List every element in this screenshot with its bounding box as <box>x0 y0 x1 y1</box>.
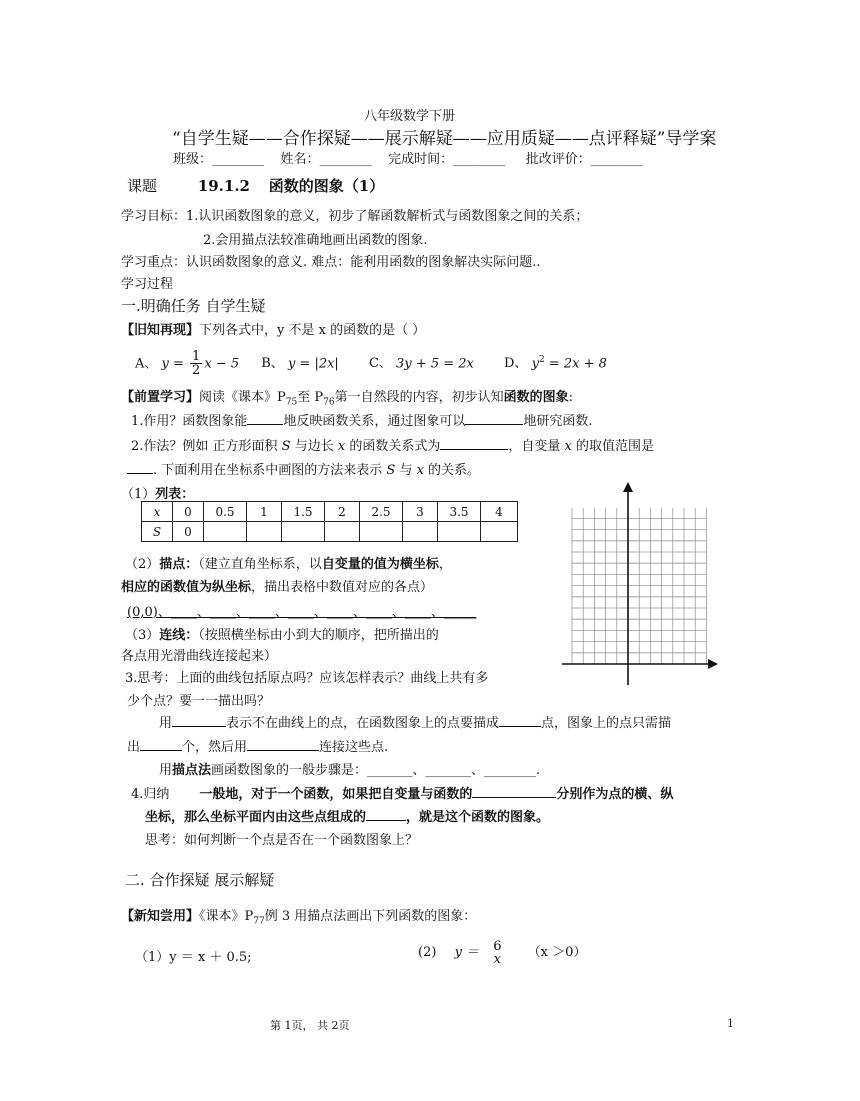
option-d-right: = 2x + 8 <box>544 356 607 372</box>
think-3-l3-b: 表示不在曲线上的点，在函数图象上的点要描成 <box>226 716 500 731</box>
example-2-fraction <box>491 940 503 966</box>
page-number: 1 <box>727 1017 734 1030</box>
table-cell: 0 <box>173 502 204 522</box>
grade-heading: 八年级数学下册 <box>364 109 456 124</box>
table-cell: 1 <box>247 502 282 522</box>
q2-range-blank[interactable] <box>127 461 153 474</box>
q2b-text-a: . 下面利用在坐标系中画图的方法来表示 <box>153 463 387 478</box>
grid-lines <box>572 508 706 664</box>
step-2-bold-2: 自变量的值为横坐标 <box>321 557 439 572</box>
preview-page-1: 75 <box>285 397 298 408</box>
summary-bold-3: 坐标，那么坐标平面内由这些点组成的 <box>145 810 367 825</box>
q2-x-2: x <box>564 439 572 454</box>
table-cell-empty[interactable] <box>403 522 438 542</box>
step-2-bold: 描点： <box>159 557 199 572</box>
step-1-heading <box>121 483 194 502</box>
table-cell: 3.5 <box>438 502 481 522</box>
option-c-expr: 3y + 5 = 2x <box>396 356 474 372</box>
option-b-label: B、 <box>261 356 284 372</box>
q2-x: x <box>337 439 346 454</box>
table-row-s <box>142 522 518 542</box>
option-a-fraction <box>190 350 202 377</box>
question-1 <box>131 410 593 429</box>
table-header-x: x <box>142 502 173 522</box>
table-cell: 0 <box>173 522 204 542</box>
topic-row <box>127 175 384 196</box>
fraction-denominator: x <box>493 951 501 967</box>
q1-blank-2[interactable] <box>465 412 523 425</box>
q1-text-c: 地研究函数. <box>523 414 593 429</box>
table-cell-empty[interactable] <box>325 522 360 542</box>
topic-label: 课题 <box>127 177 158 195</box>
summary-think: 思考：如何判断一个点是否在一个函数图象上？ <box>145 833 419 848</box>
preview-text-3: 第一自然段的内容，初步认知 <box>334 390 504 405</box>
option-d-exponent: 2 <box>538 355 545 365</box>
section-1-heading: 一.明确任务 自学生疑 <box>121 297 266 315</box>
step-2-label: （2） <box>125 557 160 572</box>
step-3-bold: 连线： <box>159 628 199 643</box>
class-label: 班级： <box>173 152 213 167</box>
q1-text-b: 地反映函数关系，通过图象可以 <box>283 414 466 429</box>
option-d-label: D、 <box>504 356 528 372</box>
apply-row <box>121 905 476 927</box>
question-2 <box>131 435 654 454</box>
step-1-bold: 列表： <box>155 487 195 502</box>
option-a-left: y = <box>161 356 189 372</box>
table-header-s: S <box>142 522 173 542</box>
think-3-l3-a: 用 <box>159 716 173 731</box>
preview-text-1: 阅读《课本》P <box>199 390 286 405</box>
table-cell-empty[interactable] <box>438 522 481 542</box>
topic-number: 19.1.2 <box>197 177 250 195</box>
apply-text-2: 例 3 用描点法画出下列函数的图象： <box>264 909 477 924</box>
q2-text-b: 与边长 <box>290 439 338 454</box>
think-3-line-3 <box>159 712 671 731</box>
review-blank: ________ <box>590 152 643 167</box>
slogan-heading: “自学生疑——合作探疑——展示解疑——应用质疑——点评释疑”导学案 <box>172 129 717 149</box>
step-2-bold-3: 相应的函数值为纵坐标 <box>121 580 252 595</box>
option-b-expr: y = |2x| <box>287 356 339 372</box>
table-cell-empty[interactable] <box>204 522 247 542</box>
process-heading: 学习过程 <box>121 277 174 292</box>
y-axis-arrow <box>623 482 633 492</box>
example-2 <box>418 932 586 974</box>
step-2-text-3: ，描出表格中数值对应的各点） <box>251 580 434 595</box>
preview-row <box>121 386 573 408</box>
review-question <box>121 319 425 338</box>
table-cell: 2 <box>325 502 360 522</box>
q2-s: S <box>281 439 291 454</box>
summary-bold-4: ，就是这个函数的图象。 <box>406 810 550 825</box>
option-a-label: A、 <box>135 356 158 372</box>
example-2-left: y ＝ <box>454 945 480 960</box>
table-cell: 4 <box>481 502 518 522</box>
example-2-condition: （x ＞0） <box>527 945 587 960</box>
x-axis-arrow <box>708 659 718 669</box>
goals-label: 学习目标： <box>121 209 187 224</box>
section-2-heading: 二. 合作探疑 展示解疑 <box>125 871 275 889</box>
option-a-right: x − 5 <box>204 356 240 372</box>
step-2-points[interactable]: (0,0)、____、____、____、____、____、____、____、_____ <box>127 605 477 620</box>
think-3-line-2: 少个点？要一一描出吗？ <box>127 694 271 709</box>
think-3-l4-c: 连接这些点. <box>319 740 389 755</box>
summary-label: 4.归纳 <box>131 787 170 802</box>
table-row-x <box>142 502 518 522</box>
summary-bold-1: 一般地，对于一个函数，如果把自变量与函数的 <box>199 787 473 802</box>
q2-text-c: 的函数关系式为 <box>345 439 441 454</box>
q2b-text-b: 与 <box>395 463 417 478</box>
summary-blank-2[interactable] <box>366 808 406 821</box>
value-table <box>141 501 518 542</box>
q2-text-d: ，自变量 <box>508 439 565 454</box>
think-3-blank-1[interactable] <box>172 714 226 727</box>
class-blank: ________ <box>212 152 265 167</box>
think-3-blank-4[interactable] <box>247 738 319 751</box>
apply-page: 77 <box>253 916 265 927</box>
q2-text-a: 2.作法？例如 正方形面积 <box>131 439 282 454</box>
table-cell-empty[interactable] <box>247 522 282 542</box>
table-cell-empty[interactable] <box>360 522 403 542</box>
think-3-line-5 <box>159 759 540 778</box>
think-3-l5-b: 画函数图象的一般步骤是： <box>211 763 368 778</box>
step-3-text-1: （按照横坐标由小到大的顺序，把所描出的 <box>198 628 439 643</box>
step-3-line-2: 各点用光滑曲线连接起来） <box>121 649 278 664</box>
goal-1: 1.认识函数图象的意义，初步了解函数解析式与函数图象之间的关系； <box>186 209 589 224</box>
summary-line-1 <box>131 783 673 802</box>
step-2-line-2 <box>121 576 433 595</box>
preview-page-2: 76 <box>323 397 335 408</box>
option-d-left: y <box>531 356 539 372</box>
student-info-row <box>173 148 643 167</box>
table-cell: 2.5 <box>360 502 403 522</box>
coordinate-grid <box>560 482 720 687</box>
preview-text-4: : <box>568 390 573 405</box>
table-cell: 0.5 <box>204 502 247 522</box>
table-cell: 3 <box>403 502 438 522</box>
q2b-x: x <box>416 463 424 478</box>
table-cell-empty[interactable] <box>481 522 518 542</box>
fraction-numerator: 1 <box>192 349 201 365</box>
think-3-line-4 <box>127 736 388 755</box>
name-blank: ________ <box>319 152 372 167</box>
review-text: 下列各式中，y 不是 x 的函数的是（ ） <box>199 323 426 338</box>
example-2-label: (2) <box>418 945 437 960</box>
think-3-line-1: 3.思考：上面的曲线包括原点吗？应该怎样表示？曲线上共有多 <box>125 671 489 686</box>
think-3-l3-c: 点，图象上的点只需描 <box>541 716 672 731</box>
review-label: 批改评价： <box>525 152 591 167</box>
summary-bold-2: 分别作为点的横、纵 <box>556 787 674 802</box>
goals-line-1 <box>121 205 588 224</box>
fraction-denominator: 2 <box>192 363 201 379</box>
think-3-l5-a: 用 <box>159 763 173 778</box>
preview-tag: 【前置学习】 <box>121 390 200 405</box>
think-3-l4-a: 出 <box>127 740 141 755</box>
question-2-continued <box>127 459 480 478</box>
table-cell: 1.5 <box>282 502 325 522</box>
name-label: 姓名： <box>280 152 320 167</box>
page-info: 第 1页， 共 2页 <box>270 1019 350 1032</box>
q2b-text-c: 的关系。 <box>423 463 481 478</box>
think-3-l5-blanks[interactable]: _______、_______、________. <box>367 763 541 778</box>
step-3-label: （3） <box>125 628 160 643</box>
step-2-text-1: （建立直角坐标系，以 <box>198 557 322 572</box>
table-cell-empty[interactable] <box>282 522 325 542</box>
apply-text-1: 《课本》P <box>199 909 254 924</box>
topic-title: 函数的图象（1） <box>268 177 385 195</box>
option-c-label: C、 <box>368 356 392 372</box>
think-3-l4-b: 个，然后用 <box>182 740 248 755</box>
key-points: 学习重点：认识函数图象的意义. 难点：能利用函数的图象解决实际问题.. <box>121 255 541 270</box>
goal-2: 2.会用描点法较准确地画出函数的图象. <box>203 233 428 248</box>
step-2-line-1 <box>125 553 452 572</box>
review-tag: 【旧知再现】 <box>121 323 200 338</box>
step-2-text-2: ， <box>438 557 452 572</box>
q2-text-e: 的取值范围是 <box>571 439 654 454</box>
think-3-l5-bold: 描点法 <box>172 763 212 778</box>
q2-formula-blank[interactable] <box>440 437 508 450</box>
summary-line-2 <box>145 806 549 825</box>
q1-text-a: 1.作用？函数图象能 <box>131 414 248 429</box>
summary-blank-1[interactable] <box>472 785 556 798</box>
think-3-blank-2[interactable] <box>499 714 541 727</box>
think-3-blank-3[interactable] <box>140 738 182 751</box>
preview-bold: 函数的图象 <box>503 390 569 405</box>
apply-tag: 【新知尝用】 <box>121 909 200 924</box>
step-3-line-1 <box>125 624 439 643</box>
time-label: 完成时间： <box>388 152 454 167</box>
preview-text-2: 至 P <box>297 390 324 405</box>
review-options <box>135 340 607 380</box>
fraction-numerator: 6 <box>493 938 502 954</box>
time-blank: ________ <box>453 152 506 167</box>
q2b-s: S <box>386 463 396 478</box>
step-1-label: （1） <box>121 487 156 502</box>
example-1: （1）y ＝ x ＋ 0.5; <box>135 950 252 965</box>
q1-blank-1[interactable] <box>247 412 283 425</box>
